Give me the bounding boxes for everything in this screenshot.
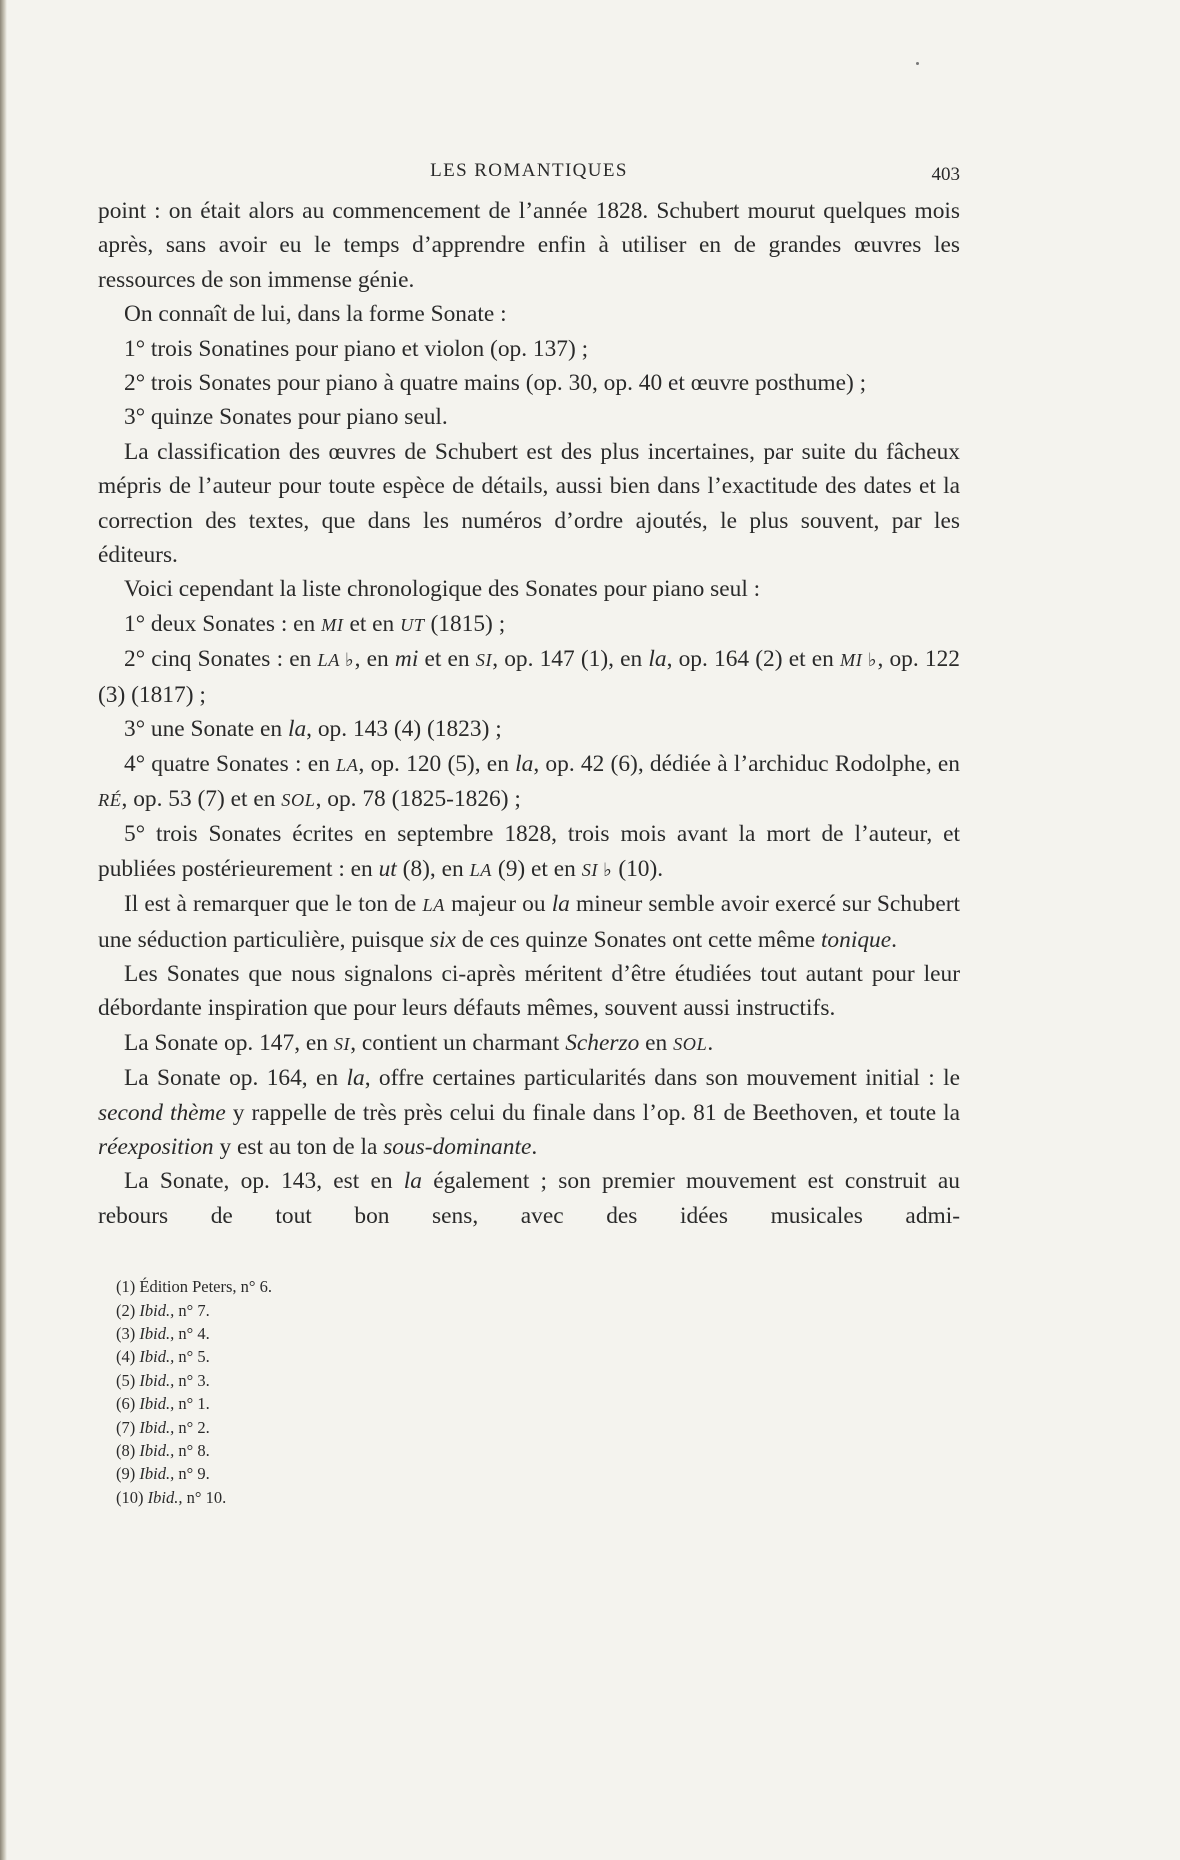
- text-run: et en: [343, 610, 401, 637]
- running-head: [98, 158, 960, 194]
- key-name: mi: [394, 646, 419, 673]
- footnote: [116, 1322, 960, 1345]
- paragraph: [98, 1026, 960, 1061]
- footnote: [116, 1462, 960, 1485]
- paragraph: On connaît de lui, dans la forme Sonate :: [124, 301, 507, 328]
- footnote-number: (6): [116, 1394, 136, 1414]
- text-run: y rappelle de très près celui du finale dans l’op. 81 de Beethoven, et toute la: [225, 1099, 960, 1126]
- key-name: MI: [321, 614, 344, 635]
- text-run: (9) et en: [492, 855, 582, 882]
- text-run: mineur semble avoir exercé sur Schubert une séduction particulière, puisque: [98, 891, 961, 953]
- text-run: (10).: [612, 855, 664, 882]
- list-item: 1° trois Sonatines pour piano et violon (op. 137) ;: [124, 335, 589, 362]
- text-run: , op. 120 (5), en: [358, 750, 516, 777]
- text-run: 4° quatre Sonates : en: [124, 750, 337, 777]
- paragraph: point : on était alors au commencement de l’année 1828. Schubert mourut quelques mois après, sans avoir eu le temps d’apprendre enfin à utiliser en de grandes œuvres les ressources de son immense génie.: [98, 198, 960, 293]
- running-title: LES ROMANTIQUES: [430, 160, 628, 181]
- paragraph: [98, 1164, 960, 1233]
- footnote-ref: Ibid.,: [139, 1441, 175, 1461]
- footnote-no: n° 1.: [178, 1394, 210, 1414]
- text-run: en: [639, 1029, 674, 1056]
- footnote-number: (1): [116, 1277, 136, 1297]
- text-run: .: [707, 1029, 714, 1056]
- text-run: , contient un charmant: [350, 1029, 566, 1056]
- key-name: la: [287, 716, 307, 743]
- text-run: , op. 42 (6), dédiée à l’archiduc Rodolphe, en: [533, 750, 960, 777]
- footnote-ref: Ibid.,: [139, 1464, 175, 1484]
- footnote-no: n° 7.: [178, 1300, 210, 1320]
- footnote-number: (9): [116, 1464, 136, 1484]
- text-run: majeur ou: [444, 891, 552, 918]
- list-item: 3° quinze Sonates pour piano seul.: [124, 404, 448, 431]
- footnote: [116, 1416, 960, 1439]
- text-run: , op. 53 (7) et en: [121, 785, 282, 812]
- body-text: [98, 194, 960, 1233]
- paragraph: La classification des œuvres de Schubert est des plus incertaines, par suite du fâcheux mépris de l’auteur pour toute espèce de détails, aussi bien dans l’exactitude des dates et la correction des textes, que dans les numéros d’ordre ajoutés, le plus souvent, par les éditeurs.: [98, 438, 960, 569]
- footnote-no: n° 10.: [186, 1487, 227, 1507]
- footnote-ref: Édition Peters,: [139, 1277, 237, 1297]
- text-run: , op. 78 (1825-1826) ;: [315, 785, 521, 812]
- text-run: (1815) ;: [424, 610, 506, 637]
- footnote: [116, 1345, 960, 1368]
- text-run: La Sonate op. 164, en: [124, 1065, 347, 1092]
- list-item: [98, 747, 960, 818]
- footnote-number: (4): [116, 1347, 136, 1367]
- key-name: la: [346, 1065, 365, 1092]
- text-run: 1° deux Sonates : en: [124, 610, 322, 637]
- text-run: également ; son premier mouvement est construit au rebours de tout bon sens, avec des idées musicales admi-: [98, 1168, 960, 1229]
- key-name: la: [403, 1168, 422, 1195]
- footnote: [116, 1392, 960, 1415]
- footnote-ref: Ibid.,: [139, 1370, 175, 1390]
- list-item: [98, 642, 960, 712]
- paragraph: [98, 887, 960, 957]
- list-item: [98, 712, 960, 746]
- key-name: RÉ: [98, 789, 122, 810]
- footnote-no: n° 9.: [178, 1464, 210, 1484]
- footnote-no: n° 3.: [178, 1370, 210, 1390]
- key-name: la: [515, 750, 534, 777]
- footnotes: [98, 1275, 960, 1509]
- footnote-no: n° 4.: [178, 1324, 210, 1343]
- emphasis: réexposition: [98, 1133, 214, 1160]
- footnote-ref: Ibid.,: [139, 1300, 175, 1320]
- text-run: (8), en: [396, 855, 470, 882]
- list-item: 2° trois Sonates pour piano à quatre mains (op. 30, op. 40 et œuvre posthume) ;: [124, 370, 867, 397]
- footnote-number: (10): [116, 1487, 144, 1507]
- footnote: [116, 1299, 960, 1322]
- text-run: .: [531, 1133, 538, 1160]
- emphasis: second thème: [98, 1099, 226, 1126]
- footnote-no: n° 2.: [178, 1417, 210, 1437]
- emphasis: tonique: [820, 926, 892, 953]
- text-run: , op. 147 (1), en: [492, 646, 649, 673]
- text-run: Il est à remarquer que le ton de: [124, 891, 423, 918]
- list-item: [98, 607, 960, 642]
- footnote-ref: Ibid.,: [139, 1324, 175, 1343]
- text-run: 5° trois Sonates écrites en septembre 1828, trois mois avant la mort de l’auteur, et publiées postérieurement : en: [98, 821, 960, 882]
- text-run: , op. 143 (4) (1823) ;: [306, 716, 502, 743]
- footnote-ref: Ibid.,: [139, 1417, 175, 1437]
- key-name: SI: [475, 650, 493, 671]
- paragraph: Voici cependant la liste chronologique des Sonates pour piano seul :: [124, 576, 761, 603]
- footnote-number: (5): [116, 1370, 136, 1390]
- footnote-number: (3): [116, 1324, 136, 1343]
- footnote-no: n° 8.: [178, 1441, 210, 1461]
- footnote-number: (7): [116, 1417, 136, 1437]
- page-number: 403: [931, 164, 960, 185]
- key-name: LA: [422, 895, 445, 916]
- footnote: [116, 1369, 960, 1392]
- page-binding-edge: [0, 0, 7, 1860]
- text-run: .: [891, 926, 897, 953]
- paragraph: Les Sonates que nous signalons ci-après méritent d’être étudiées tout autant pour leur débordante inspiration que pour leurs défauts mêmes, souvent aussi instructifs.: [98, 960, 960, 1022]
- key-name: LA ♭: [317, 650, 355, 671]
- key-name: la: [648, 646, 667, 673]
- footnote-number: (8): [116, 1441, 136, 1461]
- key-name: LA: [469, 859, 493, 880]
- footnote-no: n° 6.: [240, 1277, 273, 1297]
- key-name: LA: [336, 754, 359, 775]
- list-item: [98, 817, 960, 887]
- key-name: SOL: [281, 789, 316, 810]
- text-run: y est au ton de la: [213, 1133, 384, 1160]
- footnote-ref: Ibid.,: [147, 1487, 183, 1507]
- text-run: , en: [354, 646, 395, 673]
- text-run: et en: [418, 646, 476, 673]
- key-name: la: [551, 891, 570, 918]
- key-name: UT: [400, 614, 425, 635]
- key-name: SI ♭: [581, 859, 613, 880]
- text-run: , op. 122 (3) (1817) ;: [98, 646, 960, 708]
- footnote: [116, 1439, 960, 1462]
- text-run: de ces quinze Sonates ont cette même: [455, 926, 821, 953]
- paragraph: [98, 1061, 960, 1164]
- footnote: [116, 1275, 960, 1298]
- footnote-number: (2): [116, 1300, 136, 1320]
- speck-mark: [916, 62, 919, 65]
- text-run: La Sonate, op. 143, est en: [124, 1168, 404, 1195]
- key-name: SOL: [673, 1033, 708, 1054]
- footnote-ref: Ibid.,: [139, 1394, 175, 1414]
- footnote-ref: Ibid.,: [139, 1347, 175, 1367]
- text-run: La Sonate op. 147, en: [124, 1029, 334, 1056]
- emphasis: Scherzo: [565, 1029, 640, 1056]
- key-name: ut: [378, 855, 397, 882]
- key-name: SI: [333, 1033, 351, 1054]
- footnote-no: n° 5.: [178, 1347, 210, 1367]
- key-name: MI ♭: [839, 650, 878, 671]
- book-page: [98, 158, 960, 1509]
- text-run: , offre certaines particularités dans son mouvement initial : le: [364, 1065, 960, 1092]
- emphasis: six: [429, 926, 456, 953]
- text-run: 2° cinq Sonates : en: [124, 646, 318, 673]
- emphasis: sous-dominante: [383, 1133, 532, 1160]
- text-run: , op. 164 (2) et en: [666, 646, 840, 673]
- footnote: [116, 1486, 960, 1509]
- text-run: 3° une Sonate en: [124, 716, 288, 743]
